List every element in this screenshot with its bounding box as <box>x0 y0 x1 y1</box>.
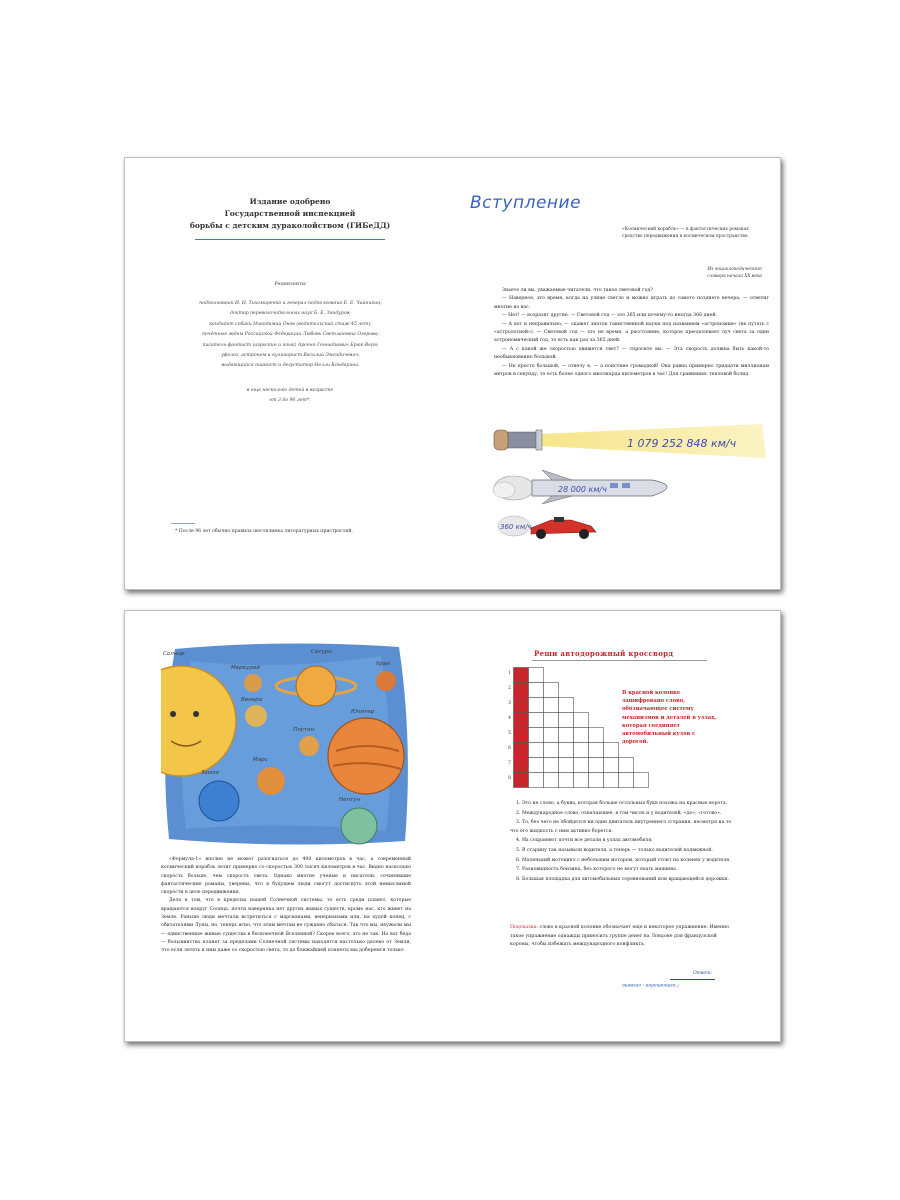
intro-title: Вступление <box>470 193 582 213</box>
page-introduction <box>452 158 780 589</box>
saturn-planet <box>296 666 336 706</box>
crossword-cell[interactable] <box>574 743 589 758</box>
row-number: 6 <box>508 746 511 751</box>
crossword-cell[interactable] <box>529 743 544 758</box>
crossword-cell[interactable] <box>559 698 574 713</box>
approval-divider <box>195 239 385 240</box>
crossword-cell[interactable] <box>589 728 604 743</box>
crossword-cell[interactable] <box>619 773 634 788</box>
clue: 2. Международное слово, означающее, в том числе и у водителей, «до», «готово». <box>516 810 722 816</box>
crossword-instruction: В красной колонке зашифровано слово, обозначающее систему механизмов и деталей в узлах, которая соединяет автомобильный кузов с дорогой. <box>622 690 717 746</box>
footnote: * После 96 лет обычно правила шестилинка литературных пристрастий. <box>175 529 353 534</box>
crossword-cell[interactable] <box>604 773 619 788</box>
crossword-title: Реши автодорожный кроссворд <box>534 649 674 658</box>
clue: 8. Большая площадка для автомобильных соревнований или вращающейся дорожки. <box>516 876 729 882</box>
answer-label: Ответ: <box>692 971 712 976</box>
age-note <box>185 386 395 406</box>
solar-system-body <box>161 856 411 956</box>
reviewer-line: почётные жёны Российской Федерации Любовь Светлановна Озерова; <box>202 332 379 338</box>
crossword-cell[interactable] <box>589 773 604 788</box>
hint-text: слово в красной колонке обозначает еще и некоторое упражнение. Именно такое упражнение однажды приносить группе денег на Лондоне для французской короны, чтобы избежать международного конфликта. <box>510 925 730 948</box>
reviewers-list <box>153 299 428 372</box>
planet-label: Нептун <box>339 797 361 803</box>
clue: 1. Это не слово, а буква, которая больше остальных букв похожа на красные ворота. <box>516 801 728 806</box>
crossword-cell[interactable] <box>619 758 634 773</box>
reviewers-title: Рецензенты <box>274 281 306 287</box>
epigraph-source-line: словаря начала ХХ века <box>707 274 762 279</box>
crossword-key-cell[interactable] <box>514 668 529 683</box>
reviewer-line: кандидат собаки Никодимий Онов (водительский стаж 45 лет); <box>209 321 372 327</box>
crossword-key-cell[interactable] <box>514 743 529 758</box>
paragraph: — А вот и неправильно, — скажет знаток таинственной науки под названием «астрономия» (не путать с «астрологией»). — Световой год — это не время, а расстояние, которое преодолевает луч света за один астрономический год, то есть как раз за 365 дней. <box>494 321 769 344</box>
crossword-cell[interactable] <box>544 698 559 713</box>
page-solar-system <box>125 611 452 1041</box>
race-car-illustration <box>496 508 606 543</box>
row-number: 3 <box>508 701 511 706</box>
reviewer-line: уфолог, астроном и кулинарист Василий Эмсидичевич; <box>221 353 360 359</box>
footnote-divider <box>171 523 195 524</box>
earth-planet <box>199 781 239 821</box>
pluto-planet <box>299 736 319 756</box>
paragraph: «Формула-1» вполне не может разогнаться до 400 километров в час, а современный космический корабль летит примерно со скоростью 300 тысяч километров в час. Видно насколько скорость больше, чем скорость света. Однако многие ученые и писатели, сочинявшие фантастические романы, уверены, что в будущем люди смогут достигнуть этой немыслимой скорости в деле передвижения. <box>161 857 411 896</box>
crossword-key-cell[interactable] <box>514 713 529 728</box>
crossword-cell[interactable] <box>529 713 544 728</box>
reviewer-line: писатель-фантаст (аэроскин и язык) Арсеня Геннадиевич Брюк-Веря; <box>202 342 379 348</box>
crossword-cell[interactable] <box>574 713 589 728</box>
uranus-planet <box>376 671 396 691</box>
row-number: 4 <box>508 716 511 721</box>
crossword-cell[interactable] <box>574 773 589 788</box>
clue: 5. В старину так называли водителя, а теперь — только водителей подвижной. <box>516 847 713 853</box>
hint-note <box>510 924 735 950</box>
crossword-cell[interactable] <box>574 758 589 773</box>
crossword-key-cell[interactable] <box>514 773 529 788</box>
page-crossword <box>452 611 780 1041</box>
clue: 7. Разновидность бензина, без которого не могут ехать машины. <box>516 867 678 873</box>
age-note-line: от 3 до 96 лет*. <box>269 398 311 403</box>
clue: 4. Их сохраняют почти все детали в узлах автомобиля. <box>516 838 653 844</box>
planet-label: Уран <box>376 661 390 667</box>
hint-label: Подсказка: <box>510 925 539 930</box>
crossword-cell[interactable] <box>574 728 589 743</box>
rocket-speed-label: 28 000 км/ч <box>558 485 607 494</box>
crossword-cell[interactable] <box>604 743 619 758</box>
planet-label: Марс <box>253 757 268 763</box>
epigraph: «Космический корабль» — в фантастических романах средство передвижения в космическом пространстве. <box>622 227 749 239</box>
approval-line: борьбы с детским дураколойством (ГИБеДД) <box>189 221 391 230</box>
answer-upside-down: ! кэтнэтэдоп : отэвто <box>622 982 679 987</box>
crossword-title-divider <box>532 660 707 661</box>
planet-label: Солнце <box>163 651 185 657</box>
paragraph: Знаете ли вы, уважаемые читатели, что такое световой год? <box>502 288 653 293</box>
jupiter-planet <box>328 718 404 794</box>
row-number: 7 <box>508 761 511 766</box>
row-number: 8 <box>508 776 511 781</box>
flashlight-illustration <box>492 420 772 462</box>
crossword-key-cell[interactable] <box>514 683 529 698</box>
car-speed-label: 360 км/ч <box>500 523 532 531</box>
paragraph: — Наверное, это время, когда на улице светло и можно играть до самого позднего вечера, — ответит многие из вас. <box>494 296 769 310</box>
answer-divider <box>670 979 715 980</box>
reviewer-line: доктор перевозочительных наук Б. Е. Зиндуров; <box>230 311 351 317</box>
crossword-cell[interactable] <box>544 773 559 788</box>
paragraph: — Не просто большой, — отвечу я, — а поистине громадной! Она равна примерно тридцати миллионам метров в секунду, то есть более одного миллиарда километров в час! Для сравнения: тепловой болид <box>494 363 769 378</box>
crossword-cell[interactable] <box>544 758 559 773</box>
approval-line: Издание одобрено <box>249 197 331 206</box>
crossword-cell[interactable] <box>529 683 544 698</box>
planet-label: Сатурн <box>311 649 332 655</box>
epigraph-source-line: Из энциклопедического <box>707 267 762 272</box>
rocket-illustration <box>492 466 692 506</box>
crossword-cell[interactable] <box>529 758 544 773</box>
crossword-cell[interactable] <box>529 773 544 788</box>
approval-line: Государственной инспекцией <box>224 209 356 218</box>
page-copyright <box>125 158 452 589</box>
intro-body <box>494 287 769 379</box>
planet-label: Меркурий <box>231 665 260 671</box>
crossword-cell[interactable] <box>529 728 544 743</box>
solar-system-illustration <box>161 641 411 846</box>
crossword-cell[interactable] <box>559 713 574 728</box>
crossword-key-cell[interactable] <box>514 758 529 773</box>
crossword-key-cell[interactable] <box>514 698 529 713</box>
crossword-key-cell[interactable] <box>514 728 529 743</box>
crossword-cell[interactable] <box>634 773 649 788</box>
row-number: 5 <box>508 731 511 736</box>
crossword-cell[interactable] <box>544 728 559 743</box>
reviewer-line: подполковник И. Н. Тихомиренко и генерал-подполковник Е. Е. Чайникин; <box>199 301 382 306</box>
paragraph: — Нет! — возразят другие. — Световой год — это 365 или почему-то иногда 366 дней. <box>502 313 718 319</box>
paragraph: — А с какой же скоростью движется свет? — спросите вы. — Эта скорость должна быть какой-то необыкновенно большой. <box>494 346 769 361</box>
planet-label: Плутон <box>293 727 315 733</box>
mars-planet <box>257 767 285 795</box>
row-number: 1 <box>508 671 511 676</box>
neptune-planet <box>341 808 377 844</box>
book-spread-1 <box>124 157 781 590</box>
clue: 6. Маленький мотоцикл с небольшим мотором, который стоит на коленях у водителя. <box>516 857 731 863</box>
crossword-cell[interactable] <box>559 773 574 788</box>
age-note-line: в еще несколько детей в возрасте <box>246 388 334 393</box>
crossword-cell[interactable] <box>559 758 574 773</box>
crossword-cell[interactable] <box>604 758 619 773</box>
crossword-cell[interactable] <box>544 743 559 758</box>
planet-label: Венера <box>241 697 262 703</box>
row-number: 2 <box>508 686 511 691</box>
epigraph-source <box>642 266 762 280</box>
crossword-cell[interactable] <box>589 743 604 758</box>
planet-label: Юпитер <box>351 709 375 715</box>
venus-planet <box>245 705 267 727</box>
crossword-cell[interactable] <box>544 713 559 728</box>
crossword-cell[interactable] <box>544 683 559 698</box>
clue: 3. То, без чего не обойдется ни один двигатель внутреннего сгорания, несмотря на то что его жидкость с ним активно борется. <box>510 820 732 834</box>
crossword-clues <box>510 800 735 885</box>
crossword-cell[interactable] <box>589 758 604 773</box>
mercury-planet <box>244 674 262 692</box>
reviewer-line: выдающийся пианист и дегустатор Нелли Кондарина. <box>221 363 360 369</box>
crossword-cell[interactable] <box>559 743 574 758</box>
planet-label: Земля <box>201 770 219 776</box>
paragraph: Дело в том, что в пределах нашей Солнечной системы, то есть среди планет, которые вращаются вокруг Солнца, почти наверняка нет других живых существ, кроме нас, кто живет на Земле. Раньше люди мечтали встретиться с марсианами, венерианами или, на худой конец, с обитателями Луны, но, теперь ясно, что этим мечтам не суждено сбыться. Так что мы, неужели мы — единственные живые существа в бесконечной Вселенной? Скорее всего, это не так. Но вот беда — большинство планет за пределами Солнечной системы находятся настолько далеко от Земли, что если лететь к ним даже со скоростью света, то до ближайшей планеты мы доберемся только <box>161 898 411 954</box>
approval-block <box>165 196 415 232</box>
crossword-cell[interactable] <box>529 698 544 713</box>
crossword-cell[interactable] <box>529 668 544 683</box>
light-speed-label: 1 079 252 848 км/ч <box>627 437 737 450</box>
crossword-cell[interactable] <box>559 728 574 743</box>
book-spread-2 <box>124 610 781 1042</box>
